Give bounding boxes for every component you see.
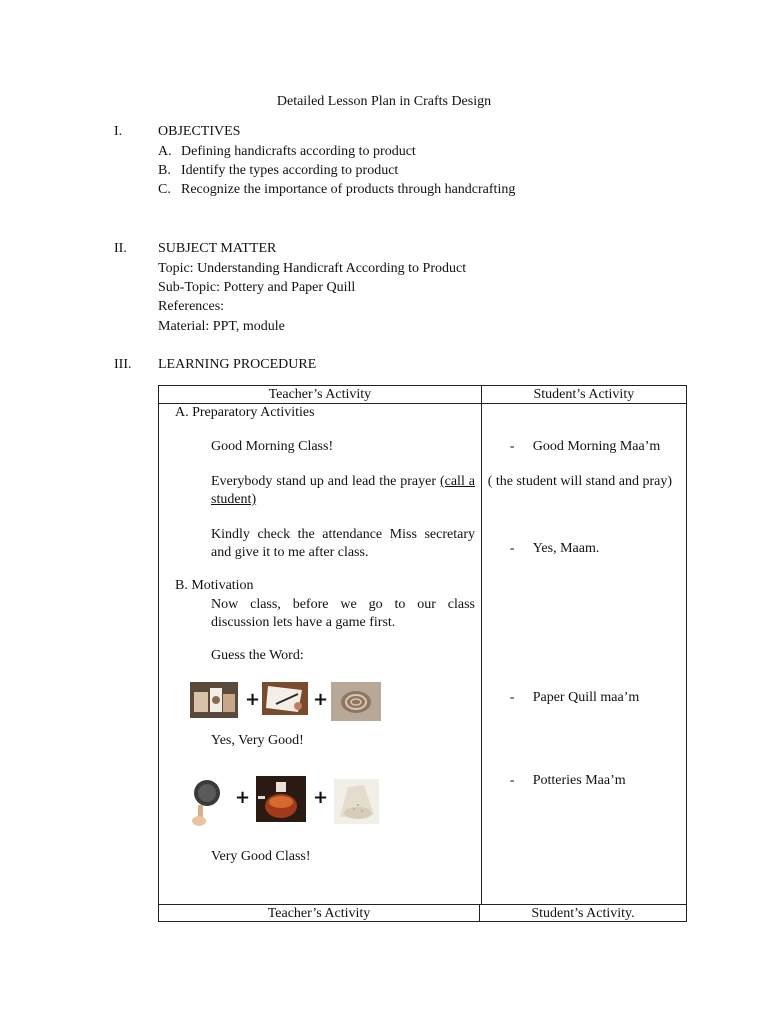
subject-references: References:: [158, 299, 225, 314]
teacher-prayer-instruction: [211, 473, 475, 509]
student-greeting: Good Morning Maa’m: [532, 439, 661, 454]
subject-material: Material: PPT, module: [158, 319, 285, 334]
subject-matter-numeral: II.: [114, 241, 127, 256]
learning-procedure-heading: LEARNING PROCEDURE: [158, 357, 317, 372]
tea-pot-icon: [256, 776, 306, 822]
student-dash-2: -: [509, 541, 515, 556]
objective-text-c: Recognize the importance of products through handcrafting: [181, 182, 516, 197]
student-dash-1: -: [509, 439, 515, 454]
subject-topic: Topic: Understanding Handicraft According to Product: [158, 261, 467, 276]
frying-pan-icon: [190, 773, 224, 827]
objectives-heading: OBJECTIVES: [158, 124, 241, 139]
teacher-feedback-1: Yes, Very Good!: [211, 733, 304, 748]
student-dash-4: -: [509, 773, 515, 788]
subject-subtopic: Sub-Topic: Pottery and Paper Quill: [158, 280, 356, 295]
preparatory-activities-label: A. Preparatory Activities: [175, 405, 315, 420]
plus-sign-4: +: [313, 787, 329, 808]
footer-student-header: Student’s Activity.: [531, 906, 635, 921]
subject-matter-heading: SUBJECT MATTER: [158, 241, 277, 256]
teacher-activity-cell: [159, 404, 482, 905]
objective-text-a: Defining handicrafts according to product: [181, 144, 416, 159]
prayer-text: Everybody stand up and lead the prayer: [211, 474, 437, 489]
game-intro-text: Now class, before we go to our class discussion lets have a game first.: [211, 597, 475, 630]
plus-sign-3: +: [235, 787, 251, 808]
teacher-greeting: Good Morning Class!: [211, 439, 334, 454]
student-attendance-response: Yes, Maam.: [532, 541, 600, 556]
student-answer-2: Potteries Maa’m: [532, 773, 626, 788]
teacher-attendance-instruction: Kindly check the attendance Miss secretary and give it to me after class.: [211, 527, 475, 560]
document-title: Detailed Lesson Plan in Crafts Design: [276, 94, 492, 109]
objective-letter-b: B.: [158, 163, 171, 178]
student-activity-header: Student’s Activity: [481, 386, 686, 404]
learning-procedure-numeral: III.: [114, 357, 132, 372]
objective-text-b: Identify the types according to product: [181, 163, 399, 178]
hands-crafting-icon: [190, 682, 238, 718]
plus-sign-2: +: [313, 689, 329, 710]
objective-letter-a: A.: [158, 144, 172, 159]
table-footer-row: [158, 904, 687, 922]
rice-sack-icon: [334, 779, 379, 824]
teacher-activity-header: Teacher’s Activity: [159, 386, 482, 404]
paper-writing-icon: [262, 682, 308, 715]
footer-teacher-header: Teacher’s Activity: [267, 906, 371, 921]
objectives-numeral: I.: [114, 124, 123, 139]
student-dash-3: -: [509, 690, 515, 705]
lesson-procedure-table: [158, 385, 687, 905]
objective-letter-c: C.: [158, 182, 171, 197]
plus-sign-1: +: [245, 689, 261, 710]
student-answer-1: Paper Quill maa’m: [532, 690, 640, 705]
student-activity-cell: [481, 404, 686, 905]
teacher-feedback-2: Very Good Class!: [211, 849, 311, 864]
motivation-label: B. Motivation: [175, 578, 254, 593]
quilled-paper-icon: [331, 682, 381, 721]
prayer-note: (call a student): [211, 474, 475, 507]
student-prayer-response: ( the student will stand and pray): [487, 474, 673, 489]
guess-the-word-label: Guess the Word:: [211, 648, 304, 663]
